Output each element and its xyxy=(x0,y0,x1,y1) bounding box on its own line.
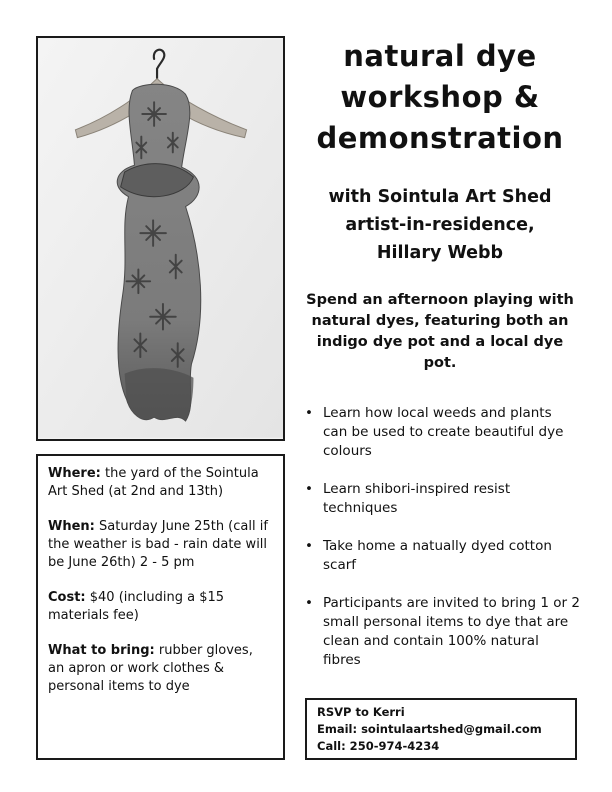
list-item xyxy=(304,537,580,575)
where-text: the yard of the Sointula Art Shed (at 2nd and 13th) xyxy=(48,466,259,499)
bullet-icon: • xyxy=(305,481,313,497)
rsvp-email: Email: sointulaartshed@gmail.com xyxy=(317,722,542,736)
title-line-2: workshop & xyxy=(340,80,540,114)
subtitle-line-3: Hillary Webb xyxy=(376,243,504,263)
bring-text: rubber gloves, an apron or work clothes & personal items to dye xyxy=(48,643,253,694)
bullet-icon: • xyxy=(305,595,313,611)
activity-list xyxy=(304,404,580,670)
where-section xyxy=(48,465,273,501)
scarf-illustration xyxy=(38,38,283,439)
when-text: Saturday June 25th (call if the weather is bad - rain date will be June 26th) 2 - 5 pm xyxy=(48,519,268,570)
when-section xyxy=(48,518,273,572)
list-item xyxy=(304,594,580,670)
artist-subtitle xyxy=(300,183,580,267)
rsvp-heading: RSVP to Kerri xyxy=(317,705,405,719)
title-line-3: demonstration xyxy=(316,121,564,155)
cost-label: Cost: xyxy=(48,590,86,605)
intro-paragraph: Spend an afternoon playing with natural dyes, featuring both an indigo dye pot and a local dye pot. xyxy=(306,292,574,371)
list-item-text: Learn how local weeds and plants can be used to create beautiful dye colours xyxy=(323,405,564,459)
bring-section xyxy=(48,642,273,696)
bullet-icon: • xyxy=(305,405,313,421)
title-line-1: natural dye xyxy=(343,39,537,73)
list-item-text: Take home a natually dyed cotton scarf xyxy=(323,538,552,573)
workshop-title xyxy=(300,36,580,159)
list-item xyxy=(304,404,580,461)
rsvp-phone: Call: 250-974-4234 xyxy=(317,739,440,753)
subtitle-line-1: with Sointula Art Shed xyxy=(328,187,552,207)
when-label: When: xyxy=(48,519,95,534)
subtitle-line-2: artist-in-residence, xyxy=(345,215,535,235)
event-details-box xyxy=(36,454,285,760)
cost-section xyxy=(48,589,273,625)
bring-label: What to bring: xyxy=(48,643,155,658)
list-item xyxy=(304,480,580,518)
cost-text: $40 (including a $15 materials fee) xyxy=(48,590,225,623)
where-label: Where: xyxy=(48,466,101,481)
list-item-text: Learn shibori-inspired resist techniques xyxy=(323,481,511,516)
list-item-text: Participants are invited to bring 1 or 2 small personal items to dye that are clean and contain 100% natural fibres xyxy=(323,595,580,668)
scarf-photo xyxy=(36,36,285,441)
bullet-icon: • xyxy=(305,538,313,554)
rsvp-box xyxy=(305,698,577,760)
